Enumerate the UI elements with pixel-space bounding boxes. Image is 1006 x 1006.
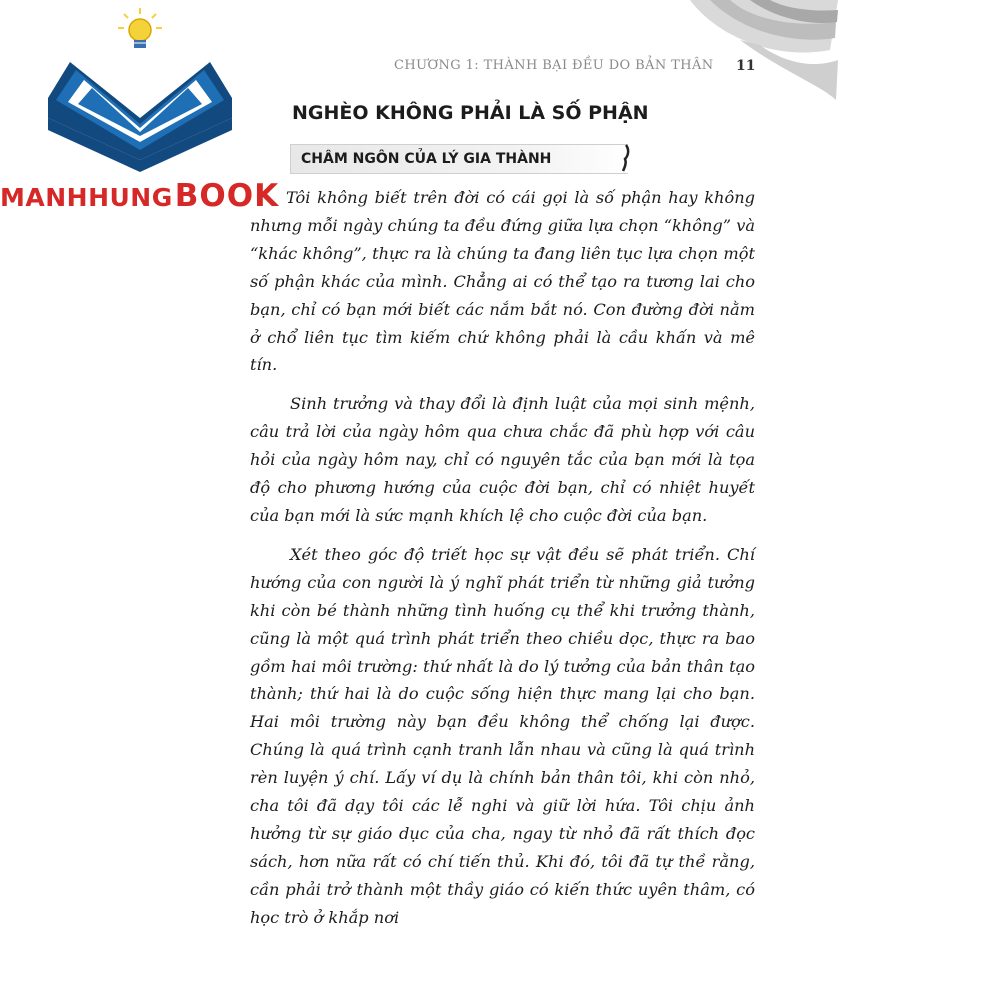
brand-name (0, 178, 279, 220)
lightbulb-icon (118, 8, 162, 48)
quote-label: CHÂM NGÔN CỦA LÝ GIA THÀNH (301, 151, 552, 167)
paragraph: Sinh trưởng và thay đổi là định luật của mọi sinh mệnh, câu trả lời của ngày hôm qua chưa chắc đã phù hợp với câu hỏi của ngày hôm nay, chỉ có nguyên tắc của bạn mới là tọa độ cho phương hướng của cuộc đời bạn, chỉ có nhiệt huyết của bạn mới là sức mạnh khích lệ cho cuộc đời của bạn. (250, 394, 755, 525)
brand-name-part1: MANHHUNG (0, 183, 173, 212)
paragraph: Xét theo góc độ triết học sự vật đều sẽ phát triển. Chí hướng của con người là ý nghĩ phát triển từ những giả tưởng khi còn bé thành những tình huống cụ thể khi trưởng thành, cũng là một quá trình phát triển theo chiều dọc, thực ra bao gồm hai môi trường: thứ nhất là do lý tưởng của bản thân tạo thành; thứ hai là do cuộc sống hiện thực mang lại cho bạn. Hai môi trường này bạn đều không thể chống lại được. Chúng là quá trình cạnh tranh lẫn nhau và cũng là quá trình rèn luyện ý chí. Lấy ví dụ là chính bản thân tôi, khi còn nhỏ, cha tôi đã dạy tôi các lễ nghi và giữ lời hứa. Tôi chịu ảnh hưởng từ sự giáo dục của cha, ngay từ nhỏ đã rất thích đọc sách, hơn nữa rất có chí tiến thủ. Khi đó, tôi đã tự thề rằng, cần phải trở thành một thầy giáo có kiến thức uyên thâm, có học trò ở khắp nơi (250, 544, 755, 927)
closing-quote-mark-icon (620, 143, 630, 173)
body-text (250, 184, 755, 943)
quote-label-box (290, 144, 628, 174)
page-number: 11 (736, 58, 756, 74)
brand-name-part2: BOOK (174, 178, 280, 214)
paragraph: Tôi không biết trên đời có cái gọi là số phận hay không nhưng mỗi ngày chúng ta đều đứng giữa lựa chọn “không” và “khác không”, thực ra là chúng ta đang liên tục lựa chọn một số phận khác của mình. Chẳng ai có thể tạo ra tương lai cho bạn, chỉ có bạn mới biết các nắm bắt nó. Con đường đời nằm ở chổ liên tục tìm kiếm chứ không phải là cầu khấn và mê tín. (250, 188, 755, 375)
section-title: NGHÈO KHÔNG PHẢI LÀ SỐ PHẬN (292, 102, 649, 124)
decorative-swirl (680, 0, 840, 110)
running-header: CHƯƠNG 1: THÀNH BẠI ĐỀU DO BẢN THÂN (394, 58, 714, 73)
open-book-icon (48, 62, 232, 172)
open-book-with-lightbulb-icon (0, 0, 300, 180)
